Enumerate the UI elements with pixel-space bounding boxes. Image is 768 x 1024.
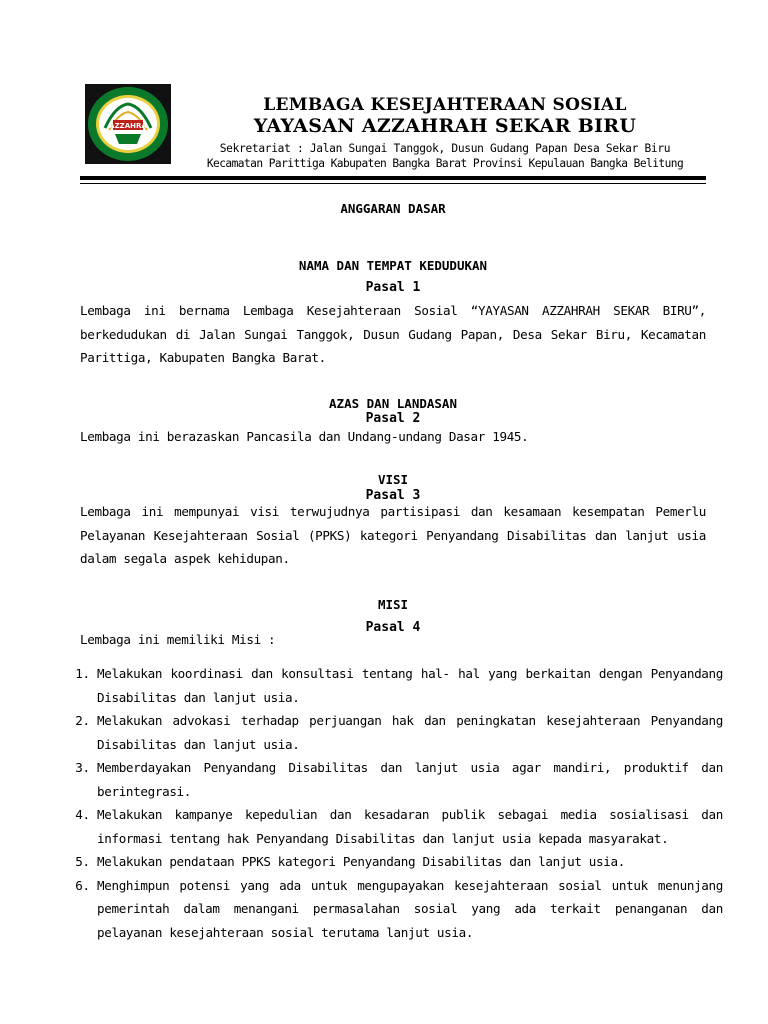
list-item: 4. Melakukan kampanye kepedulian dan kesadaran publik sebagai media sosialisasi dan informasi tentang hak Penyandang Disabilitas dan lanjut usia kepada masyarakat.: [97, 803, 723, 850]
list-item: 5. Melakukan pendataan PPKS kategori Penyandang Disabilitas dan lanjut usia.: [97, 850, 723, 874]
pasal-label: Pasal 2: [365, 411, 421, 426]
pasal-label: Pasal 1: [365, 280, 421, 295]
pasal-label: Pasal 3: [365, 488, 421, 503]
organization-seal-icon: [85, 84, 171, 164]
list-item: 6. Menghimpun potensi yang ada untuk mengupayakan kesejahteraan sosial untuk menunjang pemerintah dalam menangani permasalahan sosial yang ada terkait penanganan dan pelayanan kesejahteraan sosial terutama lanjut usia.: [97, 874, 723, 945]
header-divider-thick: [80, 176, 706, 180]
pasal-label: Pasal 4: [365, 620, 421, 635]
document-title: ANGGARAN DASAR: [340, 201, 446, 216]
section-paragraph: Lembaga ini mempunyai visi terwujudnya partisipasi dan kesamaan kesempatan Pemerlu Pelayanan Kesejahteraan Sosial (PPKS) kategori Penyandang Disabilitas dan lanjut usia dalam segala aspek kehidupan.: [80, 504, 706, 566]
organization-name: YAYASAN AZZAHRAH SEKAR BIRU: [253, 115, 637, 137]
section-paragraph: Lembaga ini bernama Lembaga Kesejahteraan Sosial “YAYASAN AZZAHRAH SEKAR BIRU”, berkedudukan di Jalan Sungai Tanggok, Dusun Gudang Papan, Desa Sekar Biru, Kecamatan Parittiga, Kabupaten Bangka Barat.: [80, 303, 706, 365]
list-item: 2. Melakukan advokasi terhadap perjuangan hak dan peningkatan kesejahteraan Penyandang Disabilitas dan lanjut usia.: [97, 709, 723, 756]
section-paragraph: Lembaga ini berazaskan Pancasila dan Undang-undang Dasar 1945.: [80, 429, 529, 444]
list-item: 1. Melakukan koordinasi dan konsultasi tentang hal- hal yang berkaitan dengan Penyandang Disabilitas dan lanjut usia.: [97, 662, 723, 709]
section-intro: Lembaga ini memiliki Misi :: [80, 632, 276, 647]
section-heading: MISI: [377, 597, 409, 612]
organization-type: LEMBAGA KESEJAHTERAAN SOSIAL: [263, 95, 627, 115]
section-heading: AZAS DAN LANDASAN: [329, 396, 457, 411]
header-divider-thin: [80, 183, 706, 184]
address-line-1: Sekretariat : Jalan Sungai Tanggok, Dusun Gudang Papan Desa Sekar Biru: [219, 142, 671, 155]
section-heading: VISI: [377, 472, 409, 487]
misi-list: [80, 662, 723, 944]
seal-center-text: AZZAHRA: [109, 122, 147, 130]
section-heading: NAMA DAN TEMPAT KEDUDUKAN: [298, 258, 488, 273]
list-item: 3. Memberdayakan Penyandang Disabilitas dan lanjut usia agar mandiri, produktif dan berintegrasi.: [97, 756, 723, 803]
address-line-2: Kecamatan Parittiga Kabupaten Bangka Barat Provinsi Kepulauan Bangka Belitung: [206, 157, 684, 170]
